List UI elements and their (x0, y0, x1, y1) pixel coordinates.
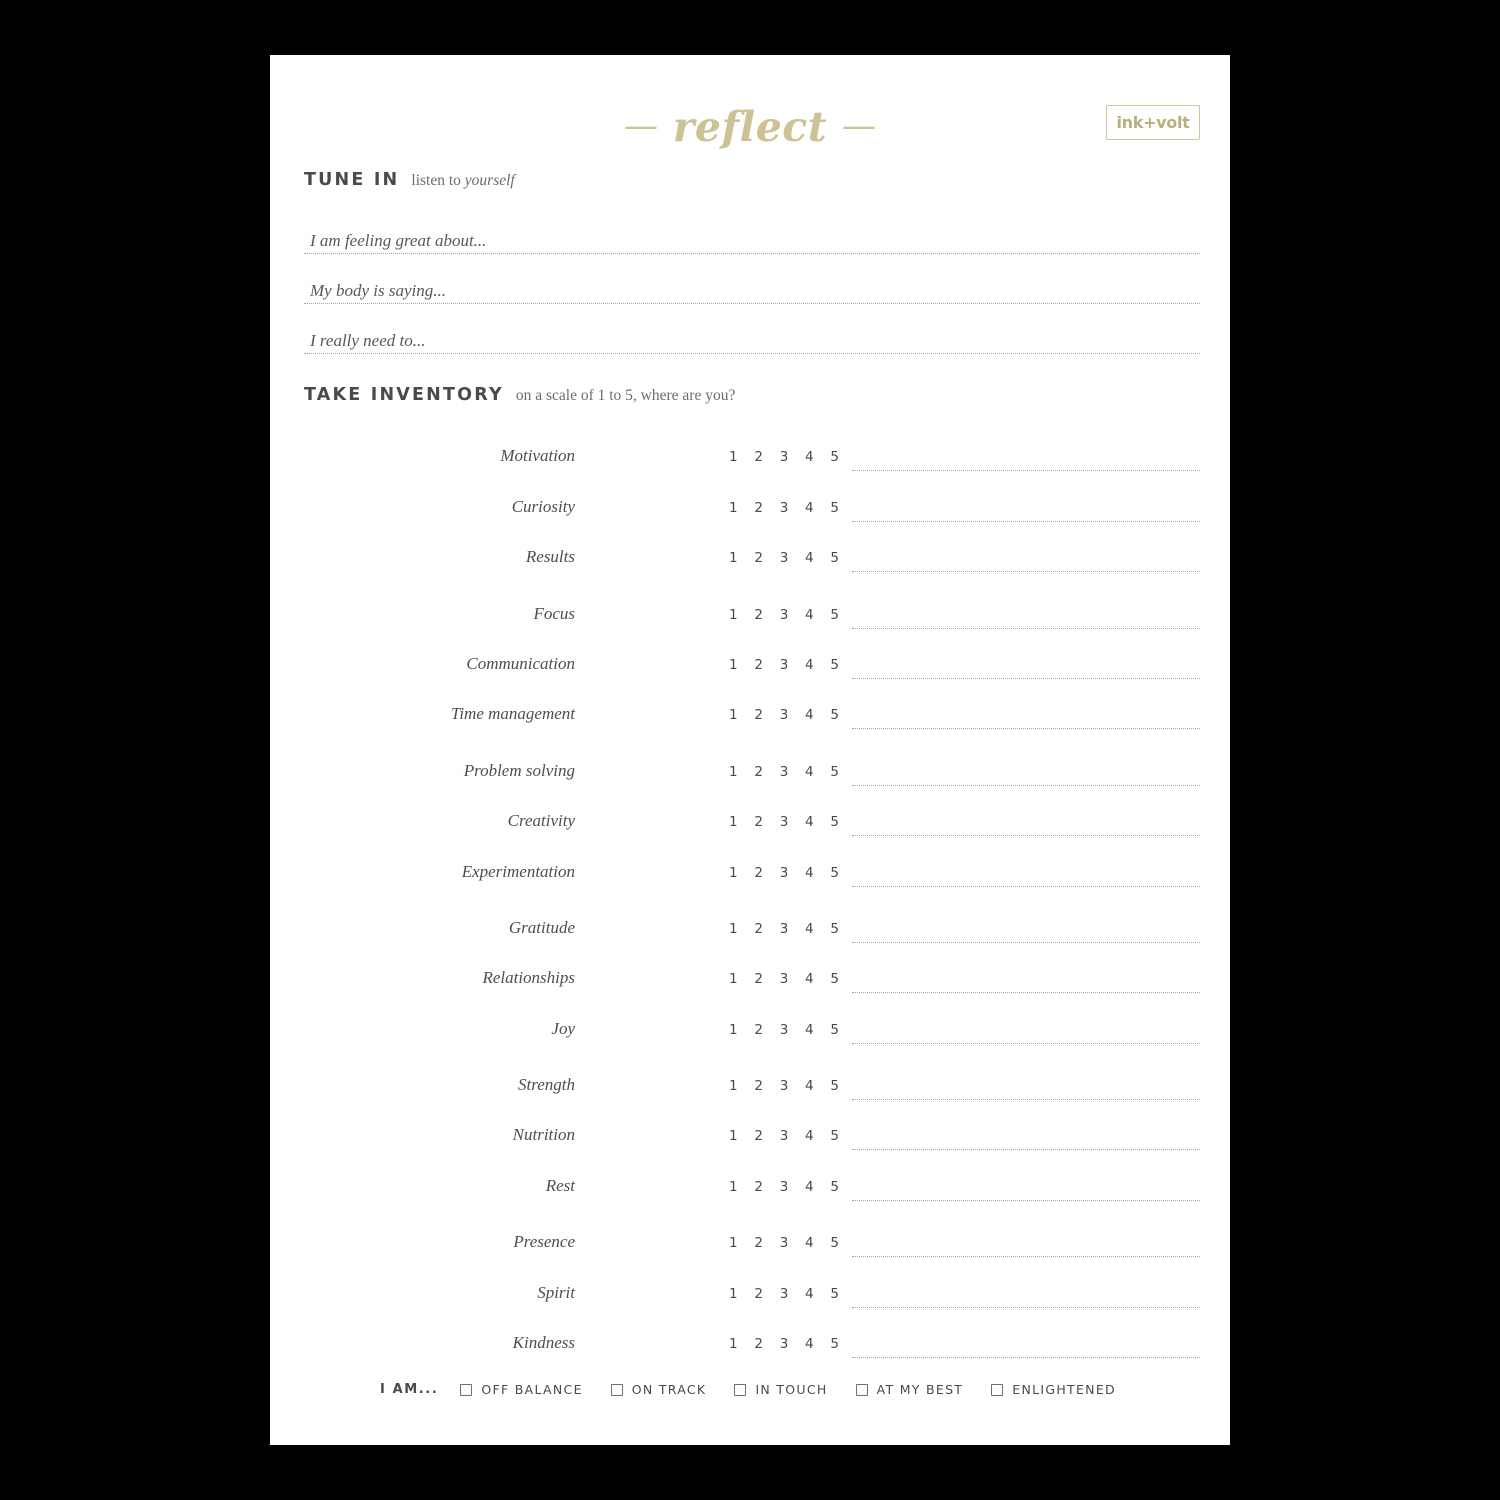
rating-scale[interactable] (729, 500, 839, 516)
rating-1[interactable]: 1 (729, 499, 738, 516)
rating-5[interactable]: 5 (830, 763, 839, 780)
write-in-line[interactable] (852, 728, 1200, 729)
checkbox-icon[interactable] (734, 1384, 746, 1396)
rating-2[interactable]: 2 (754, 656, 763, 673)
rating-3[interactable]: 3 (779, 1235, 789, 1252)
rating-5[interactable]: 5 (830, 864, 839, 881)
tune-in-heading: TUNE IN (304, 170, 400, 190)
rating-3[interactable]: 3 (779, 499, 789, 516)
checkbox-label: IN TOUCH (755, 1382, 828, 1397)
reflect-worksheet-page (270, 55, 1230, 1445)
prompt-label: I really need to... (310, 331, 432, 351)
rating-3[interactable]: 3 (779, 1078, 789, 1095)
rating-2[interactable]: 2 (754, 550, 763, 567)
rating-3[interactable]: 3 (779, 864, 789, 881)
rating-5[interactable]: 5 (830, 1336, 839, 1353)
write-in-line[interactable] (852, 835, 1200, 836)
inventory-row[interactable] (304, 1106, 1200, 1156)
checkbox-in-touch[interactable] (734, 1382, 827, 1397)
rating-1[interactable]: 1 (729, 449, 738, 466)
rating-scale[interactable] (729, 865, 839, 881)
inventory-row[interactable] (304, 741, 1200, 791)
rating-4[interactable]: 4 (805, 1178, 814, 1195)
write-in-line[interactable] (852, 628, 1200, 629)
checkbox-on-track[interactable] (611, 1382, 707, 1397)
rating-scale[interactable] (729, 449, 839, 465)
title-dash-right: — (841, 106, 876, 146)
inventory-label: Experimentation (461, 861, 575, 881)
prompt-row[interactable] (304, 210, 1200, 260)
take-inventory-subtitle: on a scale of 1 to 5, where are you? (515, 387, 736, 404)
inventory-row[interactable] (304, 1156, 1200, 1206)
rating-2[interactable]: 2 (754, 707, 763, 724)
inventory-row[interactable] (304, 899, 1200, 949)
inventory-label: Spirit (537, 1282, 575, 1302)
inventory-row[interactable] (304, 528, 1200, 578)
inventory-row[interactable] (304, 792, 1200, 842)
rating-1[interactable]: 1 (729, 1285, 738, 1302)
checkbox-label: AT MY BEST (876, 1382, 964, 1397)
rating-1[interactable]: 1 (729, 656, 738, 673)
rating-2[interactable]: 2 (754, 1285, 763, 1302)
inventory-row[interactable] (304, 999, 1200, 1049)
rating-2[interactable]: 2 (754, 606, 763, 623)
rating-2[interactable]: 2 (754, 499, 763, 516)
rating-1[interactable]: 1 (729, 1178, 738, 1195)
rating-3[interactable]: 3 (779, 1336, 789, 1353)
inventory-label: Rest (545, 1175, 575, 1195)
rating-2[interactable]: 2 (754, 971, 763, 988)
rating-4[interactable]: 4 (805, 499, 814, 516)
write-in-line[interactable] (304, 353, 1200, 354)
rating-1[interactable]: 1 (729, 1235, 738, 1252)
rating-1[interactable]: 1 (729, 920, 738, 937)
rating-5[interactable]: 5 (830, 1178, 839, 1195)
rating-3[interactable]: 3 (779, 550, 789, 567)
rating-1[interactable]: 1 (729, 550, 738, 567)
rating-2[interactable]: 2 (754, 864, 763, 881)
rating-5[interactable]: 5 (830, 656, 839, 673)
rating-3[interactable]: 3 (779, 1178, 789, 1195)
rating-scale[interactable] (729, 707, 839, 723)
rating-4[interactable]: 4 (805, 971, 814, 988)
inventory-label: Time management (450, 704, 575, 724)
rating-3[interactable]: 3 (779, 606, 789, 623)
checkbox-off-balance[interactable] (460, 1382, 582, 1397)
rating-scale[interactable] (729, 1078, 839, 1094)
i-am-footer (304, 1382, 1200, 1397)
checkbox-enlightened[interactable] (991, 1382, 1116, 1397)
rating-5[interactable]: 5 (830, 449, 839, 466)
rating-scale[interactable] (729, 1286, 839, 1302)
rating-4[interactable]: 4 (805, 550, 814, 567)
inventory-row[interactable] (304, 1314, 1200, 1364)
rating-3[interactable]: 3 (779, 920, 789, 937)
prompt-row[interactable] (304, 260, 1200, 310)
checkbox-icon[interactable] (611, 1384, 623, 1396)
rating-1[interactable]: 1 (729, 1021, 738, 1038)
rating-scale[interactable] (729, 1235, 839, 1251)
write-in-line[interactable] (852, 1256, 1200, 1257)
rating-5[interactable]: 5 (830, 1021, 839, 1038)
write-in-line[interactable] (852, 1043, 1200, 1044)
inventory-label: Curiosity (511, 496, 575, 516)
write-in-line[interactable] (852, 521, 1200, 522)
rating-2[interactable]: 2 (754, 920, 763, 937)
rating-3[interactable]: 3 (779, 971, 789, 988)
inventory-row[interactable] (304, 685, 1200, 735)
rating-5[interactable]: 5 (830, 1078, 839, 1095)
rating-5[interactable]: 5 (830, 920, 839, 937)
rating-scale[interactable] (729, 764, 839, 780)
checkbox-label: ENLIGHTENED (1012, 1382, 1116, 1397)
write-in-line[interactable] (852, 992, 1200, 993)
rating-1[interactable]: 1 (729, 814, 738, 831)
rating-4[interactable]: 4 (805, 814, 814, 831)
page-title (270, 103, 1230, 151)
rating-scale[interactable] (729, 814, 839, 830)
rating-4[interactable]: 4 (805, 449, 814, 466)
rating-5[interactable]: 5 (830, 814, 839, 831)
rating-3[interactable]: 3 (779, 814, 789, 831)
inventory-row[interactable] (304, 584, 1200, 634)
rating-scale[interactable] (729, 1022, 839, 1038)
inventory-row[interactable] (304, 1213, 1200, 1263)
inventory-label: Presence (513, 1232, 575, 1252)
rating-2[interactable]: 2 (754, 1235, 763, 1252)
rating-4[interactable]: 4 (805, 1128, 814, 1145)
inventory-list (304, 427, 1200, 1364)
rating-1[interactable]: 1 (729, 763, 738, 780)
rating-3[interactable]: 3 (779, 1285, 789, 1302)
write-in-line[interactable] (304, 303, 1200, 304)
write-in-line[interactable] (852, 1307, 1200, 1308)
checkbox-icon[interactable] (460, 1384, 472, 1396)
rating-3[interactable]: 3 (779, 656, 789, 673)
prompt-label: My body is saying... (310, 281, 452, 301)
rating-3[interactable]: 3 (779, 763, 789, 780)
inventory-row[interactable] (304, 842, 1200, 892)
write-in-line[interactable] (852, 1357, 1200, 1358)
rating-4[interactable]: 4 (805, 707, 814, 724)
rating-1[interactable]: 1 (729, 864, 738, 881)
rating-scale[interactable] (729, 921, 839, 937)
rating-2[interactable]: 2 (754, 1128, 763, 1145)
rating-1[interactable]: 1 (729, 707, 738, 724)
rating-scale[interactable] (729, 1179, 839, 1195)
write-in-line[interactable] (304, 253, 1200, 254)
rating-4[interactable]: 4 (805, 864, 814, 881)
rating-1[interactable]: 1 (729, 1078, 738, 1095)
rating-5[interactable]: 5 (830, 1235, 839, 1252)
title-dash-left: — (624, 106, 659, 146)
inventory-label: Strength (518, 1075, 575, 1095)
write-in-line[interactable] (852, 942, 1200, 943)
rating-4[interactable]: 4 (805, 656, 814, 673)
rating-4[interactable]: 4 (805, 1235, 814, 1252)
title-text: reflect (672, 103, 828, 151)
rating-3[interactable]: 3 (779, 449, 789, 466)
inventory-label: Results (525, 547, 575, 567)
inventory-row[interactable] (304, 477, 1200, 527)
rating-1[interactable]: 1 (729, 1336, 738, 1353)
rating-4[interactable]: 4 (805, 1078, 814, 1095)
inventory-label: Joy (551, 1018, 575, 1038)
inventory-label: Nutrition (512, 1125, 575, 1145)
rating-4[interactable]: 4 (805, 1285, 814, 1302)
rating-5[interactable]: 5 (830, 971, 839, 988)
brand-logo-text: ink+volt (1116, 113, 1190, 132)
take-inventory-heading: TAKE INVENTORY (304, 385, 504, 405)
rating-3[interactable]: 3 (779, 1128, 789, 1145)
inventory-label: Kindness (512, 1333, 575, 1353)
rating-4[interactable]: 4 (805, 1336, 814, 1353)
rating-1[interactable]: 1 (729, 971, 738, 988)
write-in-line[interactable] (852, 1200, 1200, 1201)
inventory-label: Gratitude (508, 917, 575, 937)
rating-1[interactable]: 1 (729, 606, 738, 623)
rating-3[interactable]: 3 (779, 707, 789, 724)
rating-scale[interactable] (729, 1128, 839, 1144)
rating-2[interactable]: 2 (754, 449, 763, 466)
inventory-label: Motivation (500, 446, 575, 466)
write-in-line[interactable] (852, 571, 1200, 572)
checkbox-at-my-best[interactable] (856, 1382, 964, 1397)
rating-scale[interactable] (729, 1336, 839, 1352)
inventory-label: Problem solving (463, 760, 575, 780)
rating-4[interactable]: 4 (805, 1021, 814, 1038)
rating-1[interactable]: 1 (729, 1128, 738, 1145)
rating-4[interactable]: 4 (805, 920, 814, 937)
inventory-label: Communication (466, 653, 575, 673)
rating-5[interactable]: 5 (830, 550, 839, 567)
rating-4[interactable]: 4 (805, 606, 814, 623)
rating-2[interactable]: 2 (754, 814, 763, 831)
brand-logo (1106, 105, 1200, 140)
checkbox-label: ON TRACK (631, 1382, 707, 1397)
checkbox-icon[interactable] (856, 1384, 868, 1396)
write-in-line[interactable] (852, 1149, 1200, 1150)
rating-5[interactable]: 5 (830, 499, 839, 516)
inventory-row[interactable] (304, 635, 1200, 685)
rating-3[interactable]: 3 (779, 1021, 789, 1038)
rating-2[interactable]: 2 (754, 1178, 763, 1195)
take-inventory-heading-row (304, 385, 1200, 405)
rating-5[interactable]: 5 (830, 707, 839, 724)
inventory-label: Relationships (482, 968, 575, 988)
rating-5[interactable]: 5 (830, 606, 839, 623)
rating-2[interactable]: 2 (754, 1078, 763, 1095)
write-in-line[interactable] (852, 678, 1200, 679)
inventory-row[interactable] (304, 949, 1200, 999)
rating-2[interactable]: 2 (754, 1336, 763, 1353)
rating-scale[interactable] (729, 607, 839, 623)
inventory-row[interactable] (304, 1263, 1200, 1313)
rating-scale[interactable] (729, 550, 839, 566)
tune-in-subtitle: listen to yourself (411, 172, 515, 189)
rating-4[interactable]: 4 (805, 763, 814, 780)
write-in-line[interactable] (852, 1099, 1200, 1100)
rating-2[interactable]: 2 (754, 1021, 763, 1038)
inventory-row[interactable] (304, 1056, 1200, 1106)
write-in-line[interactable] (852, 470, 1200, 471)
rating-5[interactable]: 5 (830, 1128, 839, 1145)
inventory-label: Focus (533, 603, 575, 623)
inventory-label: Creativity (507, 811, 575, 831)
rating-2[interactable]: 2 (754, 763, 763, 780)
tune-in-heading-row (304, 170, 1200, 190)
rating-5[interactable]: 5 (830, 1285, 839, 1302)
checkbox-icon[interactable] (991, 1384, 1003, 1396)
checkbox-label: OFF BALANCE (481, 1382, 583, 1397)
i-am-label: I AM... (380, 1382, 439, 1397)
rating-scale[interactable] (729, 657, 839, 673)
prompt-label: I am feeling great about... (310, 231, 492, 251)
take-inventory-section (304, 385, 1200, 405)
write-in-line[interactable] (852, 785, 1200, 786)
inventory-row[interactable] (304, 427, 1200, 477)
tune-in-section (304, 170, 1200, 360)
write-in-line[interactable] (852, 886, 1200, 887)
prompt-row[interactable] (304, 310, 1200, 360)
rating-scale[interactable] (729, 971, 839, 987)
